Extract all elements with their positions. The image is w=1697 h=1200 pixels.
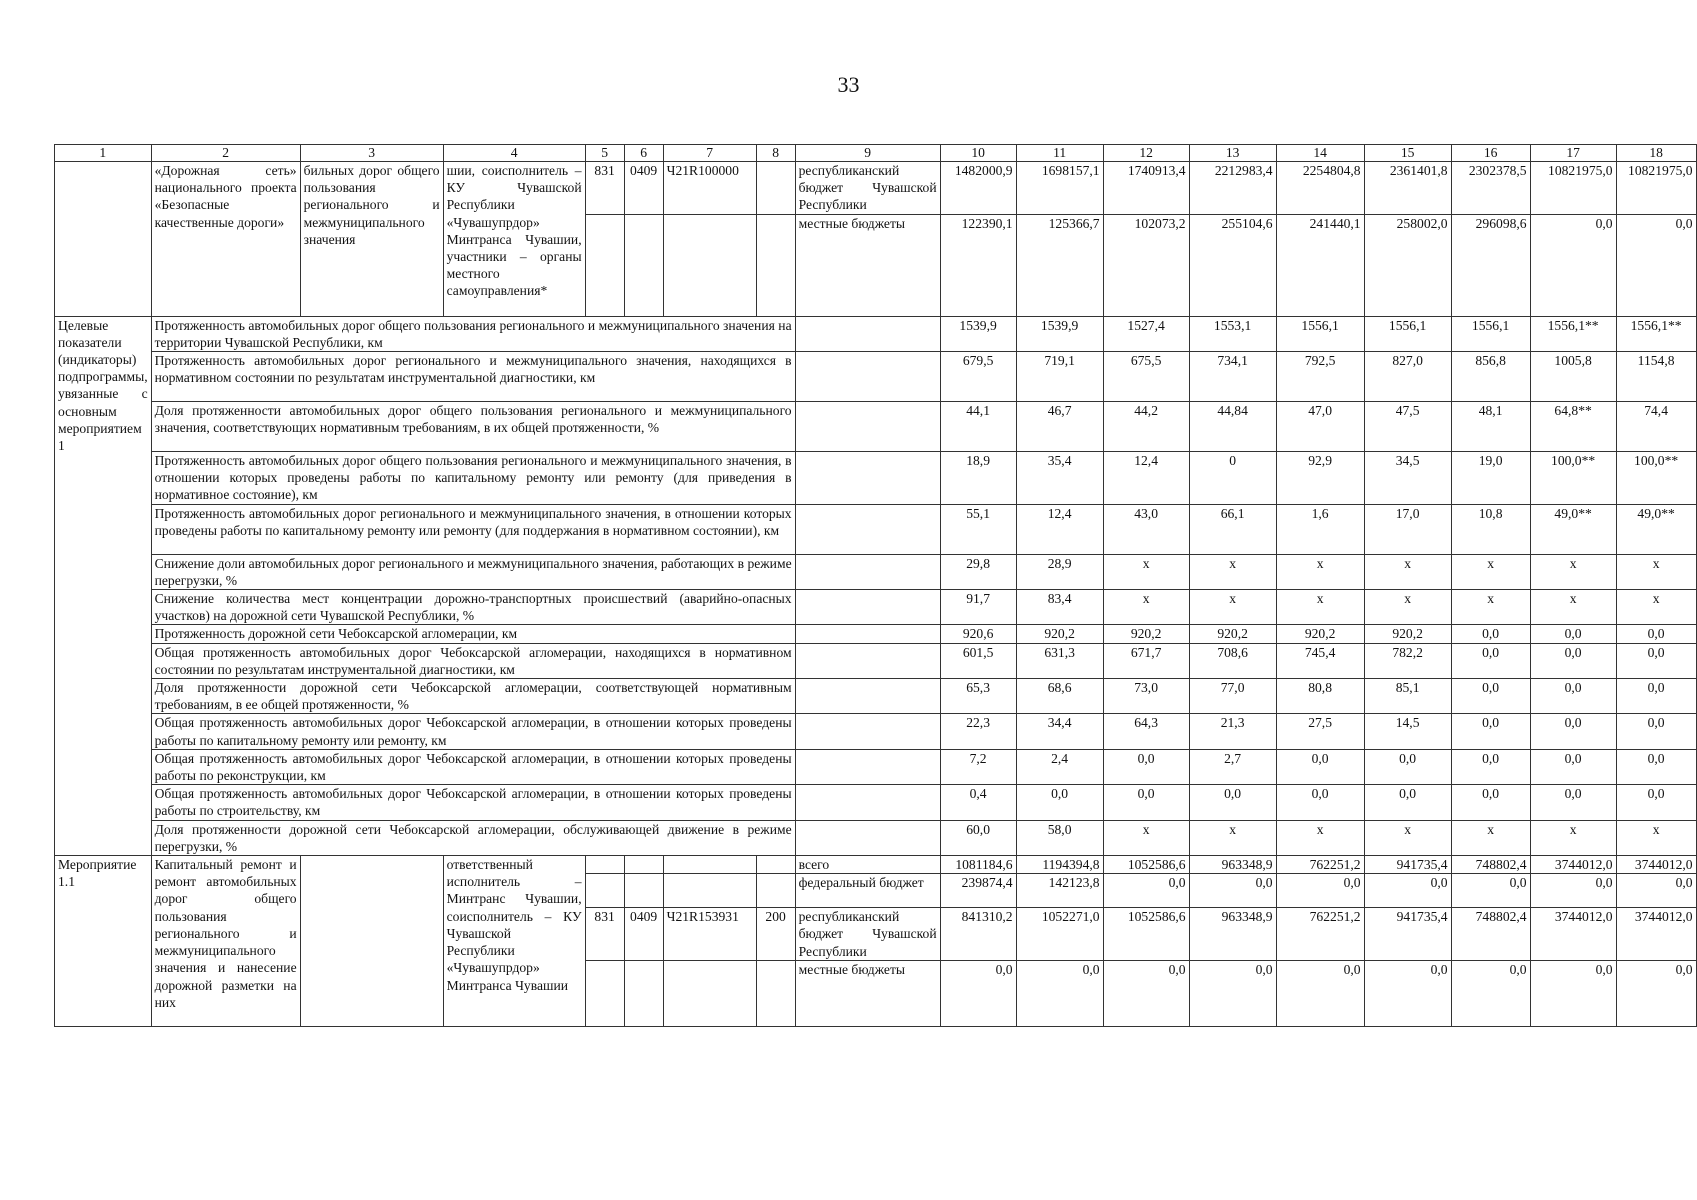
header-col-17: 17 xyxy=(1530,145,1616,162)
value-cell: 0,0 xyxy=(1616,874,1696,908)
header-col-10: 10 xyxy=(940,145,1016,162)
value-cell: х xyxy=(1276,590,1364,625)
value-cell: 0,0 xyxy=(1530,643,1616,678)
value-cell: х xyxy=(1616,820,1696,855)
value-cell: 2302378,5 xyxy=(1451,162,1530,215)
indicator-source-empty xyxy=(795,316,940,351)
value-cell: 85,1 xyxy=(1364,679,1451,714)
top-block-col8-empty xyxy=(756,214,795,316)
value-cell: 2212983,4 xyxy=(1189,162,1276,215)
value-cell: 34,5 xyxy=(1364,452,1451,505)
indicator-source-empty xyxy=(795,785,940,820)
measure-col8-empty xyxy=(756,960,795,1026)
measure-col8-empty xyxy=(756,874,795,908)
measure-col3 xyxy=(300,856,443,1027)
top-block-col5-empty xyxy=(585,214,624,316)
value-cell: 255104,6 xyxy=(1189,214,1276,316)
top-block-objects: бильных дорог общего пользования регионального и межмуниципального значения xyxy=(300,162,443,317)
value-cell: 1539,9 xyxy=(940,316,1016,351)
value-cell: 719,1 xyxy=(1016,352,1103,402)
page-number: 33 xyxy=(837,72,860,97)
value-cell: 0,0 xyxy=(1103,749,1189,784)
top-block-col7: Ч21R100000 xyxy=(663,162,756,215)
value-cell: 841310,2 xyxy=(940,908,1016,961)
value-cell: 1154,8 xyxy=(1616,352,1696,402)
value-cell: 1527,4 xyxy=(1103,316,1189,351)
value-cell: 22,3 xyxy=(940,714,1016,749)
indicator-name: Доля протяженности дорожной сети Чебоксарской агломерации, соответствующей нормативным требованиям, в ее общей протяженности, % xyxy=(151,679,795,714)
measure-col5: 831 xyxy=(585,908,624,961)
value-cell: 0,0 xyxy=(1530,714,1616,749)
indicator-row xyxy=(55,749,1697,784)
value-cell: 0,0 xyxy=(1530,874,1616,908)
value-cell: 83,4 xyxy=(1016,590,1103,625)
value-cell: 64,8** xyxy=(1530,402,1616,452)
value-cell: х xyxy=(1451,554,1530,589)
value-cell: 0,0 xyxy=(1616,643,1696,678)
indicator-name: Общая протяженность автомобильных дорог Чебоксарской агломерации, находящихся в нормативном состоянии по результатам инструментальной диагностики, км xyxy=(151,643,795,678)
top-block-program: «Дорожная сеть» национального проекта «Безопасные качественные дороги» xyxy=(151,162,300,317)
indicator-row xyxy=(55,316,1697,351)
value-cell: 3744012,0 xyxy=(1616,908,1696,961)
value-cell: 0,0 xyxy=(1103,960,1189,1026)
value-cell: 0,0 xyxy=(1276,960,1364,1026)
indicator-source-empty xyxy=(795,352,940,402)
funding-source: республиканский бюджет Чувашской Республики xyxy=(795,162,940,215)
value-cell: 1482000,9 xyxy=(940,162,1016,215)
value-cell: 0 xyxy=(1189,452,1276,505)
value-cell: 0,0 xyxy=(1364,749,1451,784)
indicator-row xyxy=(55,352,1697,402)
header-col-11: 11 xyxy=(1016,145,1103,162)
header-col-6: 6 xyxy=(624,145,663,162)
value-cell: 12,4 xyxy=(1103,452,1189,505)
indicator-source-empty xyxy=(795,714,940,749)
value-cell: 91,7 xyxy=(940,590,1016,625)
value-cell: 0,0 xyxy=(1616,625,1696,643)
measure-col7-empty xyxy=(663,960,756,1026)
header-col-16: 16 xyxy=(1451,145,1530,162)
value-cell: 0,0 xyxy=(1451,625,1530,643)
value-cell: х xyxy=(1103,590,1189,625)
value-cell: 0,0 xyxy=(1530,625,1616,643)
value-cell: 1740913,4 xyxy=(1103,162,1189,215)
header-col-14: 14 xyxy=(1276,145,1364,162)
value-cell: х xyxy=(1530,820,1616,855)
header-col-4: 4 xyxy=(443,145,585,162)
value-cell: 675,5 xyxy=(1103,352,1189,402)
indicator-source-empty xyxy=(795,402,940,452)
value-cell: х xyxy=(1616,590,1696,625)
measure-col7-empty xyxy=(663,874,756,908)
value-cell: 1,6 xyxy=(1276,504,1364,554)
value-cell: 258002,0 xyxy=(1364,214,1451,316)
top-block-row xyxy=(55,162,1697,215)
value-cell: 2,7 xyxy=(1189,749,1276,784)
value-cell: 679,5 xyxy=(940,352,1016,402)
value-cell: 10821975,0 xyxy=(1530,162,1616,215)
indicator-name: Снижение доли автомобильных дорог регионального и межмуниципального значения, работающих в режиме перегрузки, % xyxy=(151,554,795,589)
value-cell: 49,0** xyxy=(1530,504,1616,554)
value-cell: 1052586,6 xyxy=(1103,856,1189,874)
value-cell: 73,0 xyxy=(1103,679,1189,714)
value-cell: 0,0 xyxy=(1451,643,1530,678)
value-cell: 0,0 xyxy=(940,960,1016,1026)
value-cell: 77,0 xyxy=(1189,679,1276,714)
header-row xyxy=(55,145,1697,162)
header-col-7: 7 xyxy=(663,145,756,162)
indicator-name: Протяженность автомобильных дорог регионального и межмуниципального значения, находящихся в нормативном состоянии по результатам инструментальной диагностики, км xyxy=(151,352,795,402)
value-cell: х xyxy=(1530,590,1616,625)
funding-source: всего xyxy=(795,856,940,874)
value-cell: 748802,4 xyxy=(1451,908,1530,961)
value-cell: 920,2 xyxy=(1364,625,1451,643)
top-block-col5: 831 xyxy=(585,162,624,215)
value-cell: 0,0 xyxy=(1189,874,1276,908)
value-cell: 0,0 xyxy=(1451,679,1530,714)
value-cell: 58,0 xyxy=(1016,820,1103,855)
value-cell: 2361401,8 xyxy=(1364,162,1451,215)
indicator-source-empty xyxy=(795,749,940,784)
value-cell: 601,5 xyxy=(940,643,1016,678)
value-cell: 27,5 xyxy=(1276,714,1364,749)
value-cell: 0,0 xyxy=(1103,785,1189,820)
value-cell: 1539,9 xyxy=(1016,316,1103,351)
measure-col5-empty xyxy=(585,874,624,908)
header-col-5: 5 xyxy=(585,145,624,162)
value-cell: 21,3 xyxy=(1189,714,1276,749)
value-cell: 827,0 xyxy=(1364,352,1451,402)
value-cell: 0,0 xyxy=(1451,749,1530,784)
value-cell: 631,3 xyxy=(1016,643,1103,678)
value-cell: 0,0 xyxy=(1103,874,1189,908)
top-block-col6: 0409 xyxy=(624,162,663,215)
value-cell: х xyxy=(1276,554,1364,589)
value-cell: х xyxy=(1616,554,1696,589)
value-cell: 941735,4 xyxy=(1364,856,1451,874)
value-cell: 3744012,0 xyxy=(1616,856,1696,874)
value-cell: 0,0 xyxy=(1016,785,1103,820)
value-cell: 0,0 xyxy=(1616,749,1696,784)
value-cell: 782,2 xyxy=(1364,643,1451,678)
measure-col5-empty xyxy=(585,856,624,874)
value-cell: х xyxy=(1451,590,1530,625)
value-cell: х xyxy=(1103,820,1189,855)
value-cell: 10821975,0 xyxy=(1616,162,1696,215)
value-cell: 0,0 xyxy=(1016,960,1103,1026)
top-block-col7-empty xyxy=(663,214,756,316)
header-col-2: 2 xyxy=(151,145,300,162)
value-cell: х xyxy=(1103,554,1189,589)
measure-col5-empty xyxy=(585,960,624,1026)
header-col-15: 15 xyxy=(1364,145,1451,162)
indicator-row xyxy=(55,554,1697,589)
funding-source: местные бюджеты xyxy=(795,960,940,1026)
value-cell: 734,1 xyxy=(1189,352,1276,402)
indicator-name: Доля протяженности автомобильных дорог общего пользования регионального и межмуниципального значения, соответствующих нормативным требованиям, в их общей протяженности, % xyxy=(151,402,795,452)
value-cell: 10,8 xyxy=(1451,504,1530,554)
indicator-name: Снижение количества мест концентрации дорожно-транспортных происшествий (аварийно-опасных участков) на дорожной сети Чувашской Республики, % xyxy=(151,590,795,625)
value-cell: 0,0 xyxy=(1530,960,1616,1026)
value-cell: 19,0 xyxy=(1451,452,1530,505)
value-cell: 0,0 xyxy=(1451,874,1530,908)
value-cell: 239874,4 xyxy=(940,874,1016,908)
indicator-row xyxy=(55,679,1697,714)
value-cell: 44,1 xyxy=(940,402,1016,452)
value-cell: 2,4 xyxy=(1016,749,1103,784)
indicator-row xyxy=(55,504,1697,554)
value-cell: х xyxy=(1364,554,1451,589)
measure-name: Капитальный ремонт и ремонт автомобильных дорог общего пользования регионального и межмуниципального значения и нанесение дорожной разметки на них xyxy=(151,856,300,1027)
value-cell: 49,0** xyxy=(1616,504,1696,554)
value-cell: 0,0 xyxy=(1451,785,1530,820)
value-cell: 7,2 xyxy=(940,749,1016,784)
value-cell: 68,6 xyxy=(1016,679,1103,714)
value-cell: 1556,1** xyxy=(1530,316,1616,351)
value-cell: 1052586,6 xyxy=(1103,908,1189,961)
value-cell: 122390,1 xyxy=(940,214,1016,316)
value-cell: 0,0 xyxy=(1616,714,1696,749)
value-cell: 3744012,0 xyxy=(1530,856,1616,874)
value-cell: х xyxy=(1364,820,1451,855)
value-cell: 920,2 xyxy=(1189,625,1276,643)
measure-col8: 200 xyxy=(756,908,795,961)
value-cell: 0,0 xyxy=(1189,785,1276,820)
value-cell: 100,0** xyxy=(1530,452,1616,505)
header-col-9: 9 xyxy=(795,145,940,162)
indicator-row xyxy=(55,402,1697,452)
value-cell: 34,4 xyxy=(1016,714,1103,749)
budget-table xyxy=(54,144,1697,1027)
indicator-source-empty xyxy=(795,554,940,589)
measure-col6: 0409 xyxy=(624,908,663,961)
value-cell: 0,0 xyxy=(1451,960,1530,1026)
value-cell: 1194394,8 xyxy=(1016,856,1103,874)
value-cell: 792,5 xyxy=(1276,352,1364,402)
indicator-name: Общая протяженность автомобильных дорог Чебоксарской агломерации, в отношении которых проведены работы по реконструкции, км xyxy=(151,749,795,784)
value-cell: 1556,1 xyxy=(1364,316,1451,351)
measure-responsible: ответственный исполнитель – Минтранс Чувашии, соисполнитель – КУ Чувашской Республики «Чувашупрдор» Минтранса Чувашии xyxy=(443,856,585,1027)
value-cell: 80,8 xyxy=(1276,679,1364,714)
value-cell: 17,0 xyxy=(1364,504,1451,554)
value-cell: х xyxy=(1276,820,1364,855)
value-cell: 0,4 xyxy=(940,785,1016,820)
header-col-3: 3 xyxy=(300,145,443,162)
value-cell: 48,1 xyxy=(1451,402,1530,452)
indicator-name: Протяженность автомобильных дорог регионального и межмуниципального значения, в отношении которых проведены работы по капитальному ремонту или ремонту (для поддержания в нормативном состоянии), км xyxy=(151,504,795,554)
value-cell: 0,0 xyxy=(1189,960,1276,1026)
measure-col8-empty xyxy=(756,856,795,874)
value-cell: х xyxy=(1189,554,1276,589)
value-cell: 125366,7 xyxy=(1016,214,1103,316)
indicator-source-empty xyxy=(795,590,940,625)
indicator-row xyxy=(55,643,1697,678)
value-cell: 29,8 xyxy=(940,554,1016,589)
funding-source: местные бюджеты xyxy=(795,214,940,316)
value-cell: 1553,1 xyxy=(1189,316,1276,351)
value-cell: 0,0 xyxy=(1364,960,1451,1026)
header-col-1: 1 xyxy=(55,145,152,162)
value-cell: 0,0 xyxy=(1530,214,1616,316)
value-cell: 0,0 xyxy=(1364,785,1451,820)
value-cell: 65,3 xyxy=(940,679,1016,714)
indicator-name: Доля протяженности дорожной сети Чебоксарской агломерации, обслуживающей движение в режиме перегрузки, % xyxy=(151,820,795,855)
indicator-name: Общая протяженность автомобильных дорог Чебоксарской агломерации, в отношении которых проведены работы по капитальному ремонту или ремонту, км xyxy=(151,714,795,749)
indicator-source-empty xyxy=(795,643,940,678)
value-cell: 296098,6 xyxy=(1451,214,1530,316)
value-cell: 46,7 xyxy=(1016,402,1103,452)
indicator-source-empty xyxy=(795,625,940,643)
header-col-18: 18 xyxy=(1616,145,1696,162)
indicator-name: Общая протяженность автомобильных дорог Чебоксарской агломерации, в отношении которых проведены работы по строительству, км xyxy=(151,785,795,820)
value-cell: 748802,4 xyxy=(1451,856,1530,874)
value-cell: 0,0 xyxy=(1530,785,1616,820)
value-cell: 92,9 xyxy=(1276,452,1364,505)
header-col-13: 13 xyxy=(1189,145,1276,162)
value-cell: 745,4 xyxy=(1276,643,1364,678)
value-cell: 1005,8 xyxy=(1530,352,1616,402)
value-cell: 1556,1 xyxy=(1451,316,1530,351)
indicator-row xyxy=(55,625,1697,643)
indicator-source-empty xyxy=(795,452,940,505)
indicator-row xyxy=(55,452,1697,505)
value-cell: х xyxy=(1189,590,1276,625)
value-cell: 55,1 xyxy=(940,504,1016,554)
value-cell: 856,8 xyxy=(1451,352,1530,402)
measure-col6-empty xyxy=(624,856,663,874)
value-cell: х xyxy=(1189,820,1276,855)
value-cell: 44,2 xyxy=(1103,402,1189,452)
value-cell: 762251,2 xyxy=(1276,908,1364,961)
value-cell: 0,0 xyxy=(1276,785,1364,820)
funding-source: федеральный бюджет xyxy=(795,874,940,908)
value-cell: 47,0 xyxy=(1276,402,1364,452)
value-cell: 920,2 xyxy=(1103,625,1189,643)
measure-col7-empty xyxy=(663,856,756,874)
value-cell: 100,0** xyxy=(1616,452,1696,505)
value-cell: 0,0 xyxy=(1530,679,1616,714)
value-cell: 762251,2 xyxy=(1276,856,1364,874)
indicator-name: Протяженность дорожной сети Чебоксарской агломерации, км xyxy=(151,625,795,643)
indicator-source-empty xyxy=(795,504,940,554)
indicator-row xyxy=(55,590,1697,625)
indicator-row xyxy=(55,785,1697,820)
value-cell: 2254804,8 xyxy=(1276,162,1364,215)
value-cell: 0,0 xyxy=(1616,960,1696,1026)
value-cell: 0,0 xyxy=(1276,874,1364,908)
indicator-name: Протяженность автомобильных дорог общего пользования регионального и межмуниципального значения на территории Чувашской Республики, км xyxy=(151,316,795,351)
value-cell: х xyxy=(1364,590,1451,625)
value-cell: 28,9 xyxy=(1016,554,1103,589)
value-cell: 44,84 xyxy=(1189,402,1276,452)
value-cell: 963348,9 xyxy=(1189,856,1276,874)
value-cell: х xyxy=(1451,820,1530,855)
value-cell: 941735,4 xyxy=(1364,908,1451,961)
value-cell: 47,5 xyxy=(1364,402,1451,452)
indicator-source-empty xyxy=(795,679,940,714)
value-cell: 1556,1 xyxy=(1276,316,1364,351)
funding-source: республиканский бюджет Чувашской Республики xyxy=(795,908,940,961)
value-cell: 920,2 xyxy=(1016,625,1103,643)
value-cell: 142123,8 xyxy=(1016,874,1103,908)
measure-col7: Ч21R153931 xyxy=(663,908,756,961)
value-cell: 0,0 xyxy=(1616,214,1696,316)
value-cell: 963348,9 xyxy=(1189,908,1276,961)
header-col-8: 8 xyxy=(756,145,795,162)
top-block-col6-empty xyxy=(624,214,663,316)
top-block-col8 xyxy=(756,162,795,215)
value-cell: х xyxy=(1530,554,1616,589)
value-cell: 920,2 xyxy=(1276,625,1364,643)
indicator-row xyxy=(55,714,1697,749)
value-cell: 0,0 xyxy=(1616,785,1696,820)
value-cell: 0,0 xyxy=(1616,679,1696,714)
value-cell: 14,5 xyxy=(1364,714,1451,749)
measure-label: Мероприятие 1.1 xyxy=(55,856,152,1027)
measure-row xyxy=(55,856,1697,874)
value-cell: 64,3 xyxy=(1103,714,1189,749)
value-cell: 708,6 xyxy=(1189,643,1276,678)
value-cell: 0,0 xyxy=(1451,714,1530,749)
measure-col6-empty xyxy=(624,960,663,1026)
value-cell: 920,6 xyxy=(940,625,1016,643)
value-cell: 3744012,0 xyxy=(1530,908,1616,961)
measure-col6-empty xyxy=(624,874,663,908)
value-cell: 1052271,0 xyxy=(1016,908,1103,961)
value-cell: 0,0 xyxy=(1364,874,1451,908)
indicator-row xyxy=(55,820,1697,855)
header-col-12: 12 xyxy=(1103,145,1189,162)
indicator-name: Протяженность автомобильных дорог общего пользования регионального и межмуниципального значения, в отношении которых проведены работы по капитальному ремонту или ремонту (для приведения в нормативное состояние), км xyxy=(151,452,795,505)
value-cell: 1698157,1 xyxy=(1016,162,1103,215)
value-cell: 18,9 xyxy=(940,452,1016,505)
value-cell: 671,7 xyxy=(1103,643,1189,678)
value-cell: 43,0 xyxy=(1103,504,1189,554)
value-cell: 35,4 xyxy=(1016,452,1103,505)
value-cell: 102073,2 xyxy=(1103,214,1189,316)
indicator-source-empty xyxy=(795,820,940,855)
top-block-executor: шии, соисполнитель – КУ Чувашской Республики «Чувашупрдор» Минтранса Чувашии, участники – органы местного самоуправления* xyxy=(443,162,585,317)
value-cell: 60,0 xyxy=(940,820,1016,855)
value-cell: 0,0 xyxy=(1530,749,1616,784)
value-cell: 12,4 xyxy=(1016,504,1103,554)
value-cell: 241440,1 xyxy=(1276,214,1364,316)
targets-label: Целевые показатели (индикаторы) подпрограммы, увязанные с основным мероприятием 1 xyxy=(55,316,152,855)
value-cell: 1556,1** xyxy=(1616,316,1696,351)
value-cell: 1081184,6 xyxy=(940,856,1016,874)
top-block-col1 xyxy=(55,162,152,317)
value-cell: 66,1 xyxy=(1189,504,1276,554)
value-cell: 0,0 xyxy=(1276,749,1364,784)
value-cell: 74,4 xyxy=(1616,402,1696,452)
